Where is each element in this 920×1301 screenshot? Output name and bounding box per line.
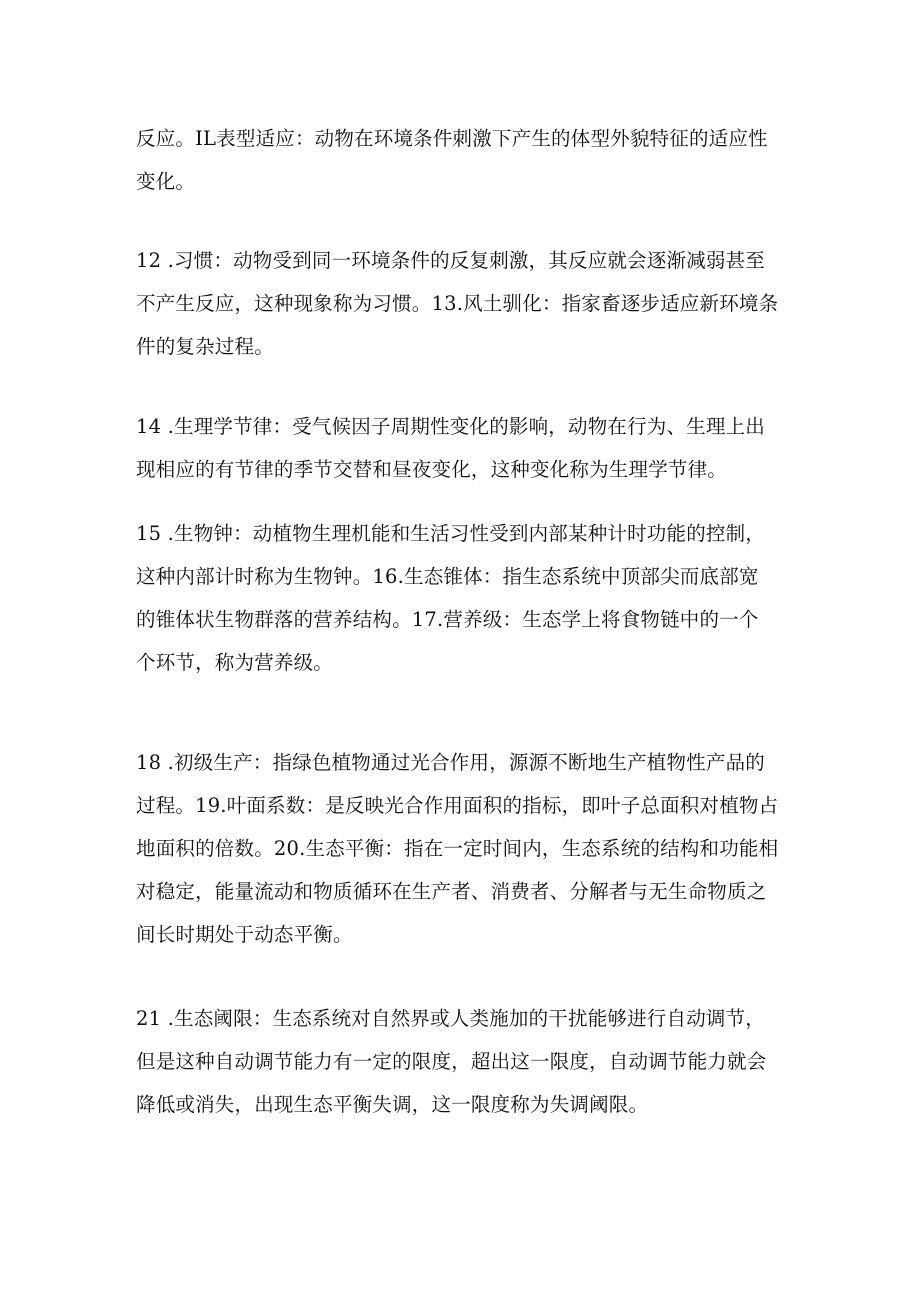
paragraph-habituation	[136, 239, 786, 368]
paragraph-physiological-rhythm	[136, 405, 786, 491]
paragraph-phenotypic-adaptation	[136, 117, 786, 203]
text-line: 对稳定，能量流动和物质循环在生产者、消费者、分解者与无生命物质之	[136, 880, 767, 903]
paragraph-biological-clock	[136, 512, 786, 684]
paragraph-primary-production	[136, 741, 786, 956]
text-line: 18 .初级生产：指绿色植物通过光合作用，源源不断地生产植物性产品的	[136, 751, 766, 774]
text-line: 15 .生物钟：动植物生理机能和生活习性受到内部某种计时功能的控制，	[136, 522, 766, 545]
text-line: 14 .生理学节律：受气候因子周期性变化的影响，动物在行为、生理上出	[136, 415, 766, 438]
paragraph-ecological-threshold	[136, 997, 786, 1126]
text-line: 21 .生态阈限：生态系统对自然界或人类施加的干扰能够进行自动调节，	[136, 1007, 766, 1030]
text-line: 这种内部计时称为生物钟。16.生态锥体：指生态系统中顶部尖而底部宽	[136, 565, 759, 588]
text-line: 12 .习惯：动物受到同一环境条件的反复刺激，其反应就会逐渐减弱甚至	[136, 249, 766, 272]
text-line: 间长时期处于动态平衡。	[136, 923, 353, 946]
text-line: 现相应的有节律的季节交替和昼夜变化，这种变化称为生理学节律。	[136, 458, 728, 481]
text-line: 地面积的倍数。20.生态平衡：指在一定时间内，生态系统的结构和功能相	[136, 837, 779, 860]
text-line: 反应。IL表型适应：动物在环境条件刺激下产生的体型外貌特征的适应性	[136, 127, 768, 150]
text-line: 过程。19.叶面系数：是反映光合作用面积的指标，即叶子总面积对植物占	[136, 794, 779, 817]
text-line: 但是这种自动调节能力有一定的限度，超出这一限度，自动调节能力就会	[136, 1050, 767, 1073]
text-line: 变化。	[136, 170, 196, 193]
text-line: 的锥体状生物群落的营养结构。17.营养级：生态学上将食物链中的一个	[136, 608, 759, 631]
text-line: 件的复杂过程。	[136, 335, 274, 358]
text-line: 降低或消失，出现生态平衡失调，这一限度称为失调阈限。	[136, 1093, 649, 1116]
text-line: 不产生反应，这种现象称为习惯。13.风土驯化：指家畜逐步适应新环境条	[136, 292, 779, 315]
text-line: 个环节，称为营养级。	[136, 651, 334, 674]
